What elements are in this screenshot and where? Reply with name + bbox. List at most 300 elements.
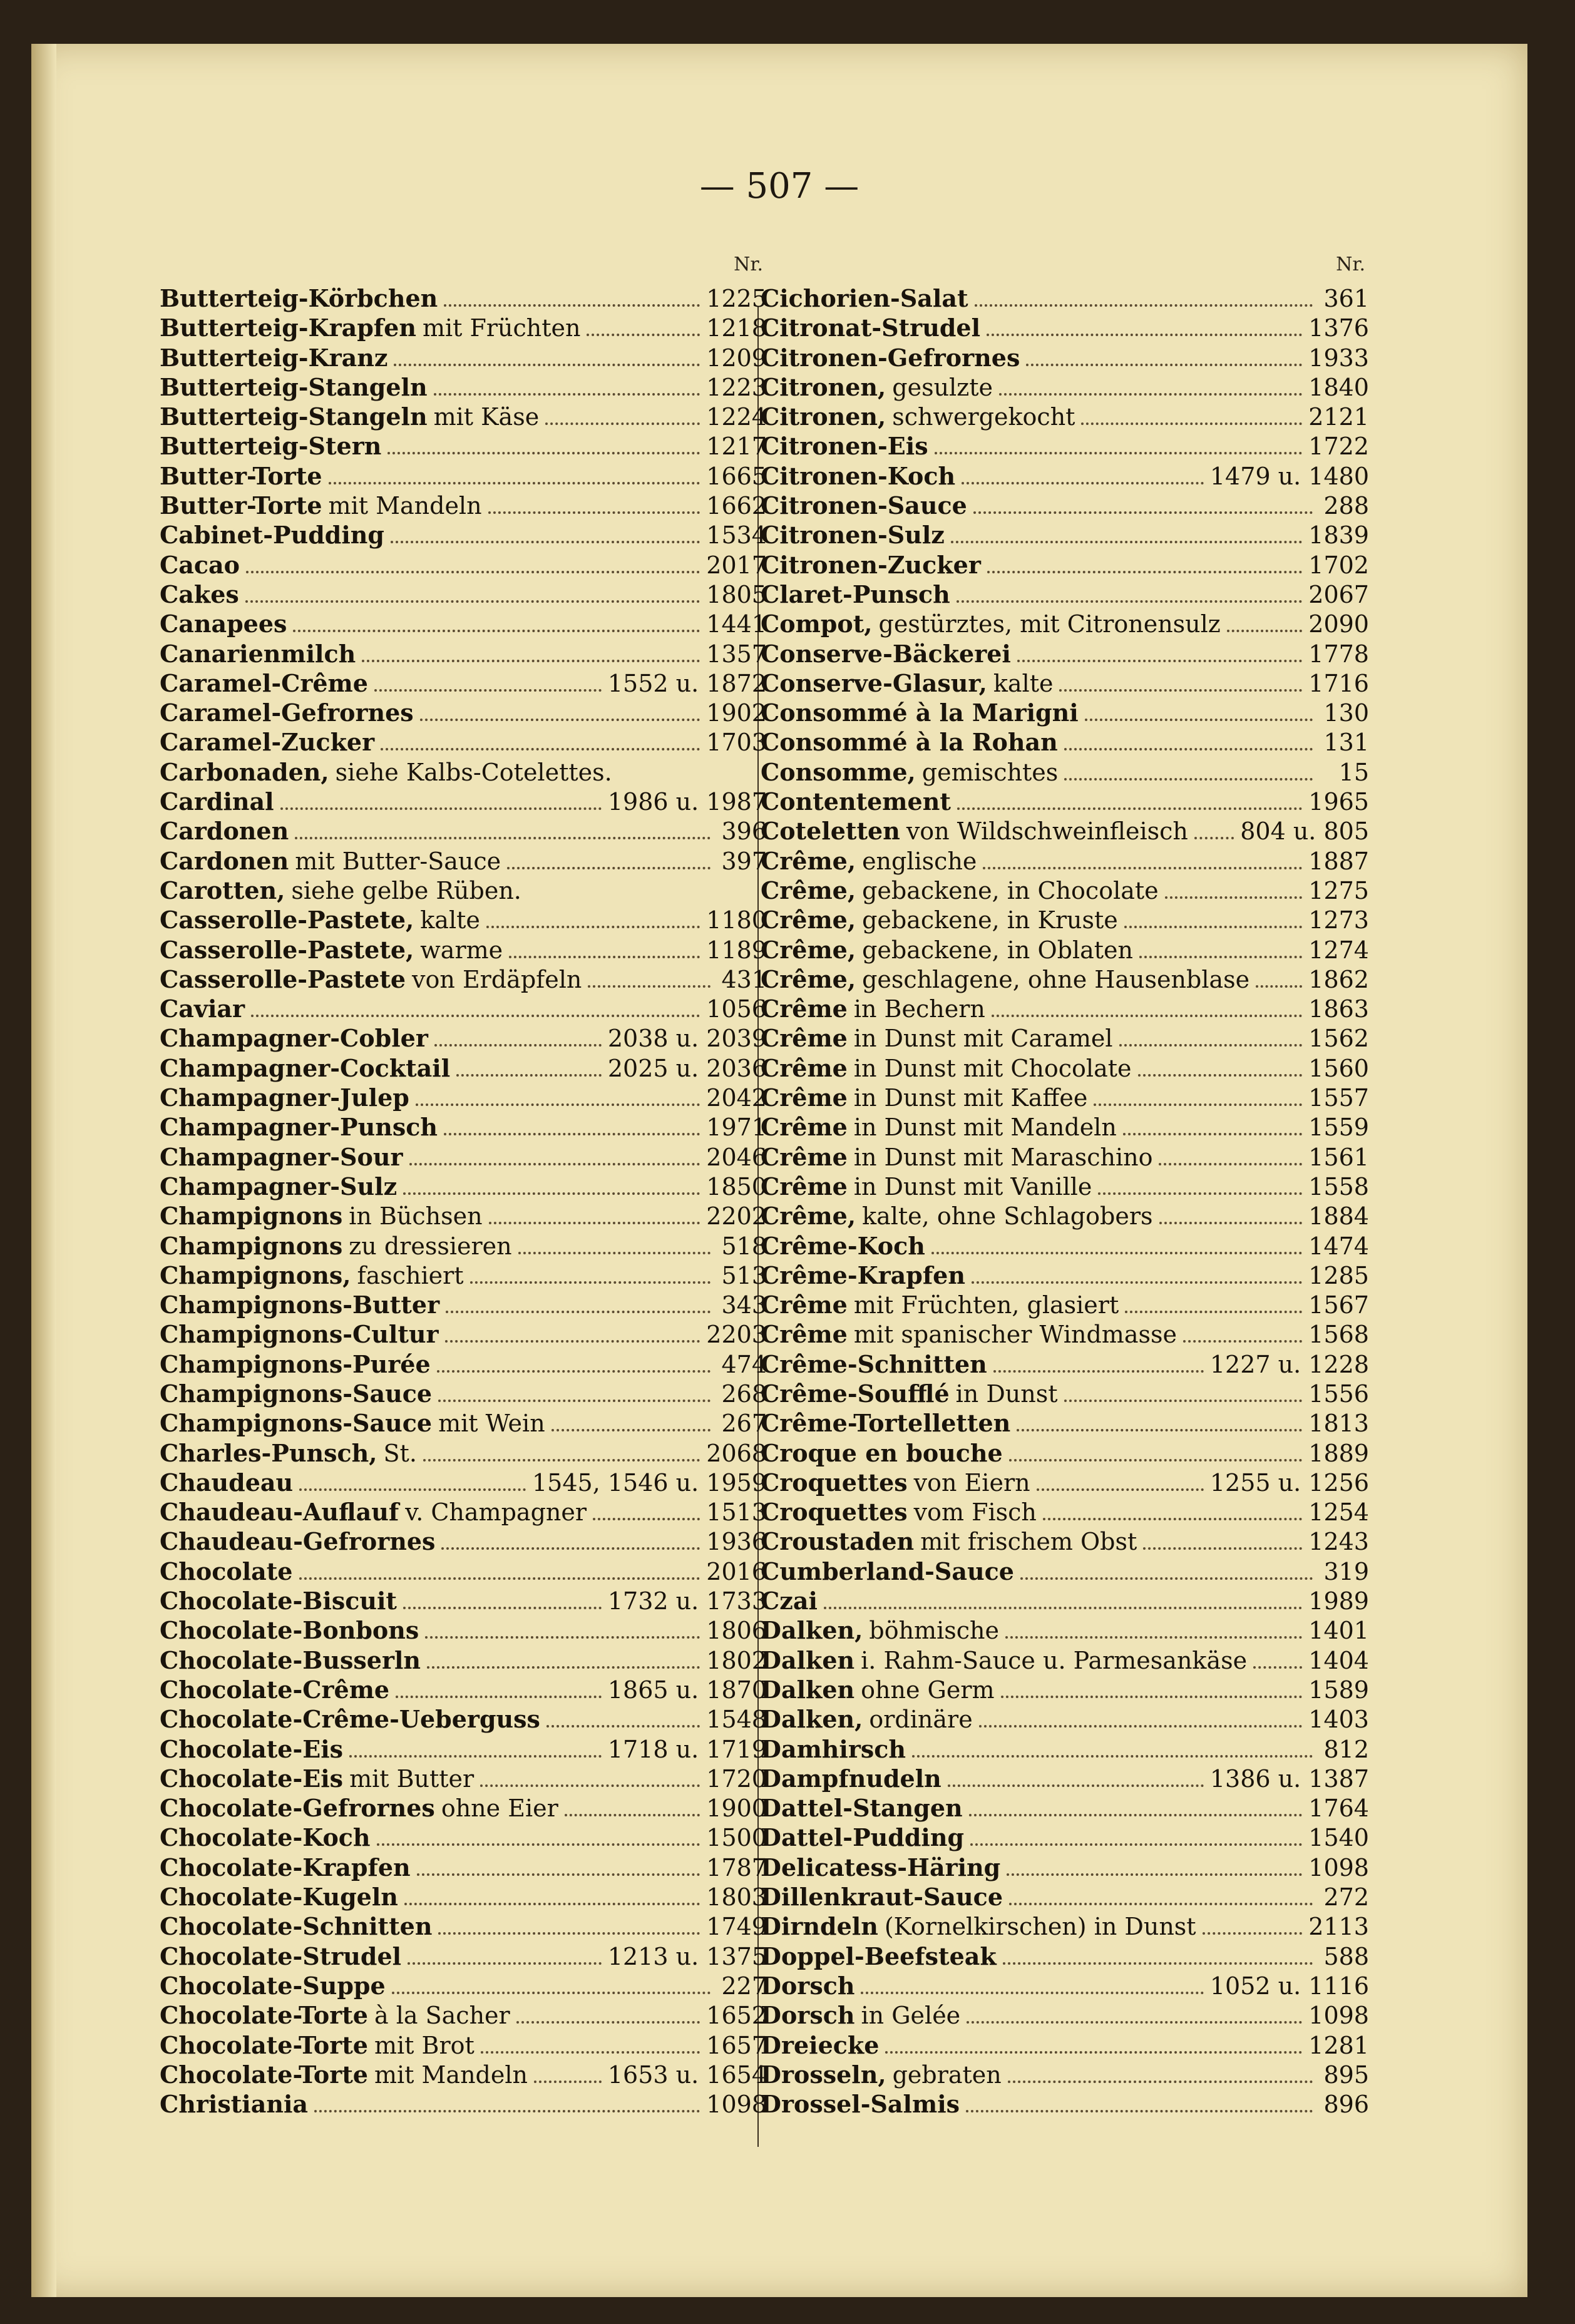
dot-leader	[403, 1179, 700, 1195]
entry-recipe-number: 2068	[706, 1439, 767, 1467]
entry-term: Crême	[761, 1320, 848, 1349]
entry-recipe-number: 1716	[1308, 669, 1369, 697]
entry-description: von Erdäpfeln	[412, 965, 582, 993]
entry-term: Crême,	[761, 935, 856, 964]
index-entry	[761, 1734, 1369, 1764]
entry-description: englische	[862, 847, 977, 875]
index-entry	[160, 727, 767, 757]
entry-description: mit Früchten	[422, 314, 581, 342]
index-entry	[761, 787, 1369, 816]
index-entry	[160, 313, 767, 342]
index-entry	[761, 668, 1369, 698]
dot-leader	[552, 1416, 711, 1431]
index-entry	[761, 1615, 1369, 1645]
entry-recipe-number: 1863	[1308, 995, 1369, 1023]
entry-description: gebackene, in Chocolate	[862, 876, 1159, 904]
index-list-right	[761, 284, 1369, 2119]
dot-leader	[951, 528, 1302, 543]
entry-term: Carbonaden,	[160, 757, 329, 786]
index-entry	[761, 2030, 1369, 2060]
entry-recipe-number: 1098	[1308, 2002, 1369, 2030]
index-entry	[160, 639, 767, 668]
index-entry	[761, 639, 1369, 668]
entry-term: Crême,	[761, 846, 856, 875]
entry-description: mit Wein	[438, 1410, 545, 1438]
index-entry	[160, 876, 767, 905]
entry-term: Coteletten	[761, 817, 900, 846]
entry-term: Crême-Schnitten	[761, 1349, 987, 1378]
dot-leader	[1009, 1446, 1303, 1461]
index-entry	[761, 727, 1369, 757]
index-entry	[160, 1823, 767, 1852]
entry-recipe-number: 1805	[706, 580, 767, 608]
dot-leader	[329, 469, 700, 484]
index-entry	[761, 1349, 1369, 1379]
index-entry	[160, 905, 767, 934]
index-entry	[160, 491, 767, 520]
dot-leader	[1159, 1209, 1303, 1224]
entry-recipe-number: 513	[721, 1261, 767, 1289]
entry-term: Drosseln,	[761, 2060, 886, 2089]
index-entry	[761, 1261, 1369, 1290]
entry-recipe-number: 474	[721, 1350, 767, 1378]
entry-recipe-number: 804 u. 805	[1240, 817, 1369, 846]
index-entry	[160, 1704, 767, 1734]
dot-leader	[391, 528, 700, 543]
entry-term: Doppel-Beefsteak	[761, 1942, 997, 1970]
entry-term: Dorsch	[761, 2001, 855, 2030]
index-entry	[160, 1942, 767, 1971]
entry-recipe-number: 2090	[1308, 610, 1369, 638]
dot-leader	[1119, 1031, 1303, 1047]
dot-leader	[1138, 1061, 1303, 1077]
entry-term: Dreiecke	[761, 2030, 880, 2059]
dot-leader	[593, 1505, 700, 1520]
dot-leader	[293, 617, 700, 632]
entry-description: in Dunst mit Kaffee	[853, 1084, 1088, 1112]
index-entry	[761, 965, 1369, 994]
index-entry	[761, 1142, 1369, 1172]
index-entry	[160, 1853, 767, 1882]
index-entry	[761, 1468, 1369, 1497]
index-entry	[761, 431, 1369, 461]
dot-leader	[392, 1978, 711, 1994]
entry-description: mit Mandeln	[328, 492, 482, 520]
dot-leader	[423, 1446, 700, 1461]
entry-description: ohne Eier	[441, 1794, 558, 1823]
index-entry	[160, 1261, 767, 1290]
dot-leader	[987, 558, 1302, 573]
entry-term: Caramel-Gefrornes	[160, 699, 414, 727]
entry-term: Chaudeau-Gefrornes	[160, 1527, 436, 1556]
index-entry	[761, 1764, 1369, 1793]
entry-term: Chocolate-Gefrornes	[160, 1794, 435, 1823]
dot-leader	[957, 794, 1302, 810]
dot-leader	[1005, 1623, 1302, 1639]
dot-leader	[588, 972, 711, 988]
entry-term: Champignons-Butter	[160, 1291, 440, 1319]
entry-term: Cakes	[160, 580, 239, 608]
entry-term: Croque en bouche	[761, 1438, 1003, 1467]
entry-recipe-number: 1056	[706, 995, 767, 1023]
index-entry	[761, 284, 1369, 313]
dot-leader	[480, 1771, 700, 1787]
entry-term: Champagner-Julep	[160, 1083, 409, 1112]
index-entry	[160, 1053, 767, 1083]
index-entry	[761, 1557, 1369, 1586]
index-entry	[160, 698, 767, 727]
dot-leader	[885, 2038, 1302, 2054]
entry-term: Crême,	[761, 906, 856, 934]
entry-term: Champagner-Sulz	[160, 1172, 398, 1200]
entry-recipe-number: 1273	[1308, 906, 1369, 934]
entry-term: Chocolate-Koch	[160, 1823, 371, 1852]
dot-leader	[1139, 943, 1302, 958]
index-entry	[761, 580, 1369, 609]
dot-leader	[516, 2008, 700, 2024]
index-entry	[761, 1319, 1369, 1349]
index-entry	[160, 2089, 767, 2119]
index-list-left	[160, 284, 767, 2119]
entry-recipe-number: 1839	[1308, 521, 1369, 550]
entry-description: gestürztes, mit Citronensulz	[878, 610, 1221, 638]
index-entry	[761, 402, 1369, 431]
entry-description: in Gelée	[861, 2002, 961, 2030]
dot-leader	[1043, 1505, 1302, 1520]
entry-term: Christiania	[160, 2090, 309, 2119]
index-entry	[761, 1083, 1369, 1112]
entry-term: Conserve-Bäckerei	[761, 639, 1011, 668]
entry-term: Dalken,	[761, 1616, 863, 1645]
entry-recipe-number: 1720	[706, 1764, 767, 1793]
dot-leader	[973, 498, 1313, 514]
index-entry	[761, 1408, 1369, 1438]
entry-recipe-number: 1652	[706, 2002, 767, 2030]
index-entry	[761, 1675, 1369, 1704]
entry-recipe-number: 1218	[706, 314, 767, 342]
dot-leader	[438, 1386, 711, 1402]
entry-description: in Bechern	[853, 995, 985, 1023]
entry-term: Chocolate-Krapfen	[160, 1853, 411, 1881]
entry-description: zu dressieren	[349, 1232, 512, 1260]
dot-leader	[409, 1150, 700, 1165]
dot-leader	[456, 1061, 602, 1077]
entry-term: Chocolate-Crême-Ueberguss	[160, 1705, 540, 1734]
entry-recipe-number: 1802	[706, 1646, 767, 1674]
dot-leader	[993, 1357, 1204, 1373]
entry-term: Chocolate-Biscuit	[160, 1587, 397, 1615]
entry-recipe-number: 1703	[706, 729, 767, 757]
dot-leader	[957, 587, 1302, 603]
index-entry	[160, 1734, 767, 1764]
entry-recipe-number: 1803	[706, 1883, 767, 1912]
entry-recipe-number: 1223	[706, 373, 767, 401]
entry-term: Carotten,	[160, 876, 285, 904]
entry-description: gebraten	[892, 2060, 1002, 2089]
dot-leader	[394, 351, 700, 366]
dot-leader	[1007, 1860, 1302, 1876]
entry-term: Citronen-Zucker	[761, 550, 981, 579]
dot-leader	[1124, 913, 1303, 928]
entry-term: Dalken	[761, 1675, 855, 1704]
entry-recipe-number: 227	[721, 1972, 767, 2000]
entry-term: Chaudeau	[160, 1468, 294, 1497]
dot-leader	[970, 1831, 1302, 1846]
entry-description: schwergekocht	[892, 403, 1075, 431]
dot-leader	[975, 291, 1313, 307]
dot-leader	[824, 1594, 1302, 1609]
index-entry	[160, 1408, 767, 1438]
entry-term: Citronen,	[761, 402, 886, 431]
entry-recipe-number: 1657	[706, 2031, 767, 2059]
entry-recipe-number: 1557	[1308, 1084, 1369, 1112]
entry-term: Consommé à la Marigni	[761, 699, 1079, 727]
entry-recipe-number: 1840	[1308, 373, 1369, 401]
dot-leader	[437, 1357, 711, 1373]
index-entry	[761, 1290, 1369, 1319]
entry-term: Chocolate-Torte	[160, 2001, 368, 2030]
entry-recipe-number: 288	[1323, 492, 1369, 520]
dot-leader	[1008, 2067, 1313, 2083]
index-entry	[160, 1349, 767, 1379]
dot-leader	[1194, 824, 1234, 839]
entry-term: Contentement	[761, 787, 951, 816]
entry-description: mit spanischer Windmasse	[853, 1321, 1177, 1349]
entry-term: Chocolate-Eis	[160, 1734, 344, 1763]
index-entry	[160, 1142, 767, 1172]
entry-recipe-number: 131	[1323, 729, 1369, 757]
index-entry	[160, 1615, 767, 1645]
entry-term: Chocolate	[160, 1557, 293, 1585]
entry-term: Croquettes	[761, 1498, 908, 1527]
entry-term: Crême	[761, 1053, 848, 1082]
book-spine	[31, 44, 56, 2297]
column-header: Nr.	[1336, 253, 1365, 275]
entry-recipe-number: 1401	[1308, 1617, 1369, 1645]
book-page	[31, 44, 1527, 2297]
dot-leader	[967, 2008, 1302, 2024]
index-entry	[160, 402, 767, 431]
entry-term: Champignons-Sauce	[160, 1409, 433, 1438]
dot-leader	[420, 705, 700, 721]
entry-recipe-number: 1889	[1308, 1439, 1369, 1467]
index-entry	[160, 994, 767, 1023]
entry-recipe-number: 2025 u. 2036	[607, 1054, 767, 1082]
index-entry	[761, 1112, 1369, 1142]
dot-leader	[979, 1712, 1303, 1728]
entry-term: Crême	[761, 1291, 848, 1319]
dot-leader	[470, 1268, 711, 1284]
index-column-left	[160, 253, 767, 2119]
dot-leader	[969, 1801, 1303, 1816]
entry-recipe-number: 1513	[706, 1498, 767, 1527]
index-entry	[761, 1172, 1369, 1201]
entry-term: Crême,	[761, 876, 856, 904]
dot-leader	[931, 1239, 1302, 1254]
dot-leader	[987, 320, 1302, 336]
dot-leader	[349, 1742, 602, 1758]
entry-term: Champagner-Punsch	[160, 1113, 438, 1142]
entry-recipe-number: 1545, 1546 u. 1959	[532, 1468, 767, 1497]
entry-recipe-number: 2016	[706, 1557, 767, 1585]
dot-leader	[404, 1890, 700, 1905]
entry-description: ohne Germ	[861, 1676, 995, 1704]
entry-recipe-number: 1971	[706, 1113, 767, 1142]
index-entry	[160, 1083, 767, 1112]
entry-description: i. Rahm-Sauce u. Parmesankäse	[861, 1646, 1248, 1674]
dot-leader	[1094, 1090, 1302, 1106]
index-entry	[160, 1793, 767, 1823]
entry-recipe-number: 1281	[1308, 2031, 1369, 2059]
entry-term: Crême-Soufflé	[761, 1379, 950, 1408]
entry-term: Citronen,	[761, 372, 886, 401]
dot-leader	[1159, 1150, 1302, 1165]
entry-recipe-number: 1559	[1308, 1113, 1369, 1142]
index-entry	[761, 520, 1369, 550]
dot-leader	[966, 2097, 1313, 2112]
entry-description: gemischtes	[921, 758, 1059, 786]
index-entry	[761, 1704, 1369, 1734]
entry-description: à la Sacher	[374, 2002, 510, 2030]
index-entry	[160, 550, 767, 580]
index-entry	[761, 816, 1369, 846]
entry-recipe-number: 1357	[706, 640, 767, 668]
entry-description: von Eiern	[913, 1468, 1030, 1497]
entry-term: Champignons-Purée	[160, 1349, 431, 1378]
entry-description: kalte	[993, 669, 1054, 697]
entry-recipe-number: 2046	[706, 1143, 767, 1171]
entry-term: Caramel-Crême	[160, 668, 368, 697]
entry-recipe-number: 1213 u. 1375	[607, 1942, 767, 1970]
entry-term: Cabinet-Pudding	[160, 521, 384, 550]
index-entry	[761, 1646, 1369, 1675]
dot-leader	[999, 380, 1302, 396]
entry-recipe-number: 1561	[1308, 1143, 1369, 1171]
dot-leader	[280, 794, 602, 810]
entry-description: in Dunst mit Vanille	[853, 1172, 1092, 1200]
entry-description: mit Früchten, glasiert	[853, 1291, 1119, 1319]
entry-recipe-number: 1936	[706, 1528, 767, 1556]
entry-recipe-number: 1254	[1308, 1498, 1369, 1527]
entry-recipe-number: 1376	[1308, 314, 1369, 342]
entry-term: Citronen-Sauce	[761, 491, 967, 520]
entry-recipe-number: 1662	[706, 492, 767, 520]
entry-description: siehe gelbe Rüben.	[291, 876, 521, 904]
index-entry	[761, 491, 1369, 520]
entry-recipe-number: 397	[721, 847, 767, 875]
dot-leader	[444, 291, 700, 307]
entry-description: siehe Kalbs-Cotelettes.	[335, 758, 612, 786]
entry-recipe-number: 2042	[706, 1084, 767, 1112]
dot-leader	[972, 1268, 1302, 1284]
entry-description: böhmische	[869, 1617, 999, 1645]
entry-term: Chaudeau-Auflauf	[160, 1498, 399, 1527]
index-entry	[160, 668, 767, 698]
entry-recipe-number: 895	[1323, 2060, 1369, 2089]
entry-description: mit Butter-Sauce	[295, 847, 501, 875]
entry-recipe-number: 1217	[706, 433, 767, 461]
entry-recipe-number: 1902	[706, 699, 767, 727]
index-entry	[160, 1912, 767, 1941]
dot-leader	[434, 1031, 602, 1047]
entry-term: Citronen-Sulz	[761, 521, 945, 550]
entry-term: Chocolate-Schnitten	[160, 1912, 433, 1941]
index-entry	[160, 1231, 767, 1261]
index-entry	[160, 1497, 767, 1527]
entry-description: mit frischem Obst	[920, 1528, 1137, 1556]
entry-term: Citronen-Eis	[761, 432, 928, 461]
entry-description: kalte, ohne Schlagobers	[862, 1202, 1153, 1231]
index-entry	[160, 2000, 767, 2030]
entry-recipe-number: 1813	[1308, 1410, 1369, 1438]
entry-recipe-number: 1887	[1308, 847, 1369, 875]
entry-recipe-number: 1548	[706, 1706, 767, 1734]
entry-term: Butterteig-Stangeln	[160, 402, 428, 431]
entry-recipe-number: 1441	[706, 610, 767, 638]
entry-term: Cardonen	[160, 846, 289, 875]
dot-leader	[546, 1712, 700, 1728]
entry-term: Chocolate-Bonbons	[160, 1616, 419, 1645]
entry-recipe-number: 1225	[706, 285, 767, 312]
index-column-right	[761, 253, 1369, 2119]
dot-leader	[1125, 1298, 1302, 1313]
entry-recipe-number: 1589	[1308, 1676, 1369, 1704]
dot-leader	[962, 469, 1204, 484]
index-entry	[761, 1379, 1369, 1408]
entry-term: Champignons	[160, 1202, 343, 1231]
entry-recipe-number: 1568	[1308, 1321, 1369, 1349]
index-entry	[761, 1853, 1369, 1882]
entry-term: Crême-Tortelletten	[761, 1409, 1011, 1438]
entry-description: von Wildschweinfleisch	[906, 817, 1188, 846]
index-entry	[160, 1882, 767, 1912]
entry-recipe-number: 1386 u. 1387	[1209, 1764, 1369, 1793]
dot-leader	[1026, 351, 1302, 366]
entry-recipe-number: 1556	[1308, 1380, 1369, 1408]
entry-term: Caviar	[160, 995, 245, 1023]
index-entry	[761, 698, 1369, 727]
entry-term: Dalken,	[761, 1705, 863, 1734]
dot-leader	[1003, 1949, 1313, 1965]
entry-description: faschiert	[357, 1261, 464, 1289]
entry-recipe-number: 1567	[1308, 1291, 1369, 1319]
dot-leader	[507, 854, 711, 869]
entry-term: Casserolle-Pastete,	[160, 935, 414, 964]
entry-term: Cumberland-Sauce	[761, 1557, 1014, 1585]
entry-recipe-number: 1098	[706, 2091, 767, 2119]
dot-leader	[1064, 1386, 1303, 1402]
entry-description: gesulzte	[892, 373, 993, 401]
index-entry	[761, 1793, 1369, 1823]
index-entry	[160, 816, 767, 846]
index-entry	[761, 1201, 1369, 1231]
entry-term: Croustaden	[761, 1527, 915, 1556]
dot-leader	[314, 2097, 700, 2112]
entry-recipe-number: 1209	[706, 344, 767, 372]
index-entry	[761, 1971, 1369, 2000]
entry-recipe-number: 1562	[1308, 1025, 1369, 1053]
entry-recipe-number: 1862	[1308, 965, 1369, 993]
entry-description: in Dunst mit Maraschino	[853, 1143, 1153, 1171]
dot-leader	[948, 1771, 1204, 1787]
entry-term: Citronen-Koch	[761, 461, 956, 490]
entry-recipe-number: 896	[1323, 2091, 1369, 2119]
dot-leader	[441, 1535, 700, 1550]
entry-recipe-number: 1540	[1308, 1824, 1369, 1852]
dot-leader	[1227, 617, 1302, 632]
entry-recipe-number: 1552 u. 1872	[607, 669, 767, 697]
index-entry	[160, 1971, 767, 2000]
